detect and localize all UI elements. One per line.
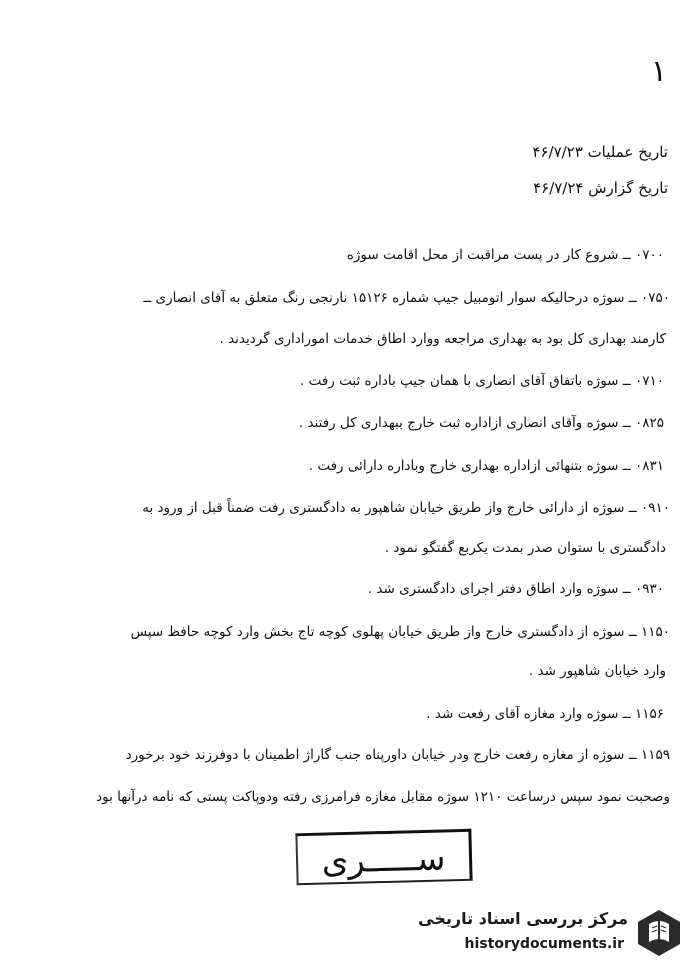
stamp-text: ســـــری bbox=[321, 838, 446, 882]
archive-watermark bbox=[410, 906, 680, 962]
report-line: ۰۸۳۱ ــ سوژه بتنهائی ازاداره بهداری خارج وباداره دارائی رفت . bbox=[308, 458, 664, 474]
report-line: دادگستری با ستوان صدر بمدت یکربع گفتگو نمود . bbox=[384, 540, 666, 556]
report-line: ۱۱۵۹ ــ سوژه از مغازه رفعت خارج ودر خیابان داورپناه جنب گاراژ اطمینان با دوفرزند خود برخورد bbox=[125, 747, 670, 763]
report-line: ۱۱۵۰ ــ سوژه از دادگستری خارج واز طریق خیابان پهلوی کوچه تاج بخش وارد کوچه حافظ سپس bbox=[130, 624, 670, 640]
report-line: وارد خیابان شاهپور شد . bbox=[528, 663, 666, 679]
archive-logo-icon bbox=[636, 908, 682, 958]
report-line: کارمند بهداری کل بود به بهداری مراجعه ووارد اطاق خدمات اموراداری گردیدند . bbox=[219, 331, 666, 347]
watermark-url: historydocuments.ir bbox=[464, 936, 624, 952]
report-line: ۱۱۵۶ ــ سوژه وارد مغازه آقای رفعت شد . bbox=[426, 706, 664, 722]
secret-stamp bbox=[295, 829, 472, 886]
report-line: ۰۸۲۵ ــ سوژه وآقای انصاری ازاداره ثبت خارج ببهداری کل رفتند . bbox=[298, 415, 664, 431]
report-line: ۰۹۳۰ ــ سوژه وارد اطاق دفتر اجرای دادگستری شد . bbox=[367, 581, 664, 597]
watermark-title: مرکز بررسی اسناد تاریخی bbox=[418, 909, 628, 928]
operation-date: تاریخ عملیات ۴۶/۷/۲۳ bbox=[532, 143, 668, 161]
report-line: ۰۹۱۰ ــ سوژه از دارائی خارج واز طریق خیابان شاهپور به دادگستری رفت ضمناً قبل از ورود به bbox=[142, 500, 670, 516]
report-date: تاریخ گزارش ۴۶/۷/۲۴ bbox=[533, 179, 668, 197]
report-line: وصحبت نمود سپس درساعت ۱۲۱۰ سوژه مقابل مغازه فرامرزی رفته ودوپاکت پستی که نامه درآنها بود bbox=[96, 789, 670, 805]
report-line: ۰۷۰۰ ــ شروع کار در پست مراقبت از محل اقامت سوژه bbox=[346, 247, 664, 263]
page-number: ۱ bbox=[648, 54, 668, 89]
report-line: ۰۷۵۰ ــ سوژه درحالیکه سوار اتومبیل جیپ شماره ۱۵۱۲۶ نارنجی رنگ متعلق به آقای انصاری ــ bbox=[143, 290, 670, 306]
report-line: ۰۷۱۰ ــ سوژه باتفاق آقای انصاری با همان جیپ باداره ثبت رفت . bbox=[300, 373, 664, 389]
